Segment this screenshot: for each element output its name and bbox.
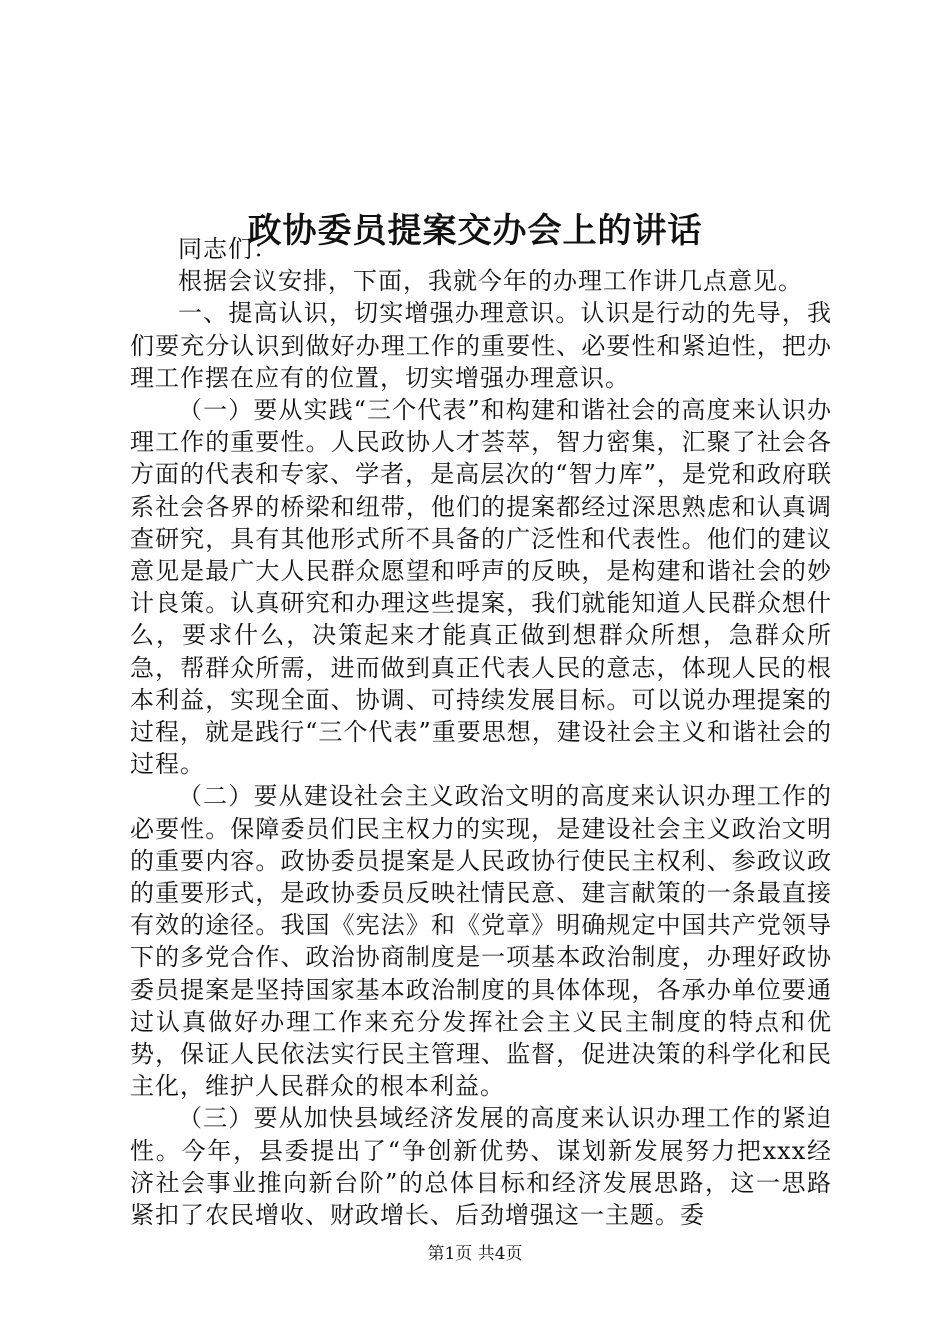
section-one-paragraph: 一、提高认识，切实增强办理意识。认识是行动的先导，我们要充分认识到做好办理工作的重要性、必要性和紧迫性，把办理工作摆在应有的位置，切实增强办理意识。	[130, 299, 832, 392]
subsection-one-paragraph: （一）要从实践“三个代表”和构建和谐社会的高度来认识办理工作的重要性。人民政协人才荟萃，智力密集，汇聚了社会各方面的代表和专家、学者，是高层次的“智力库”，是党和政府联系社会各界的桥梁和纽带，他们的提案都经过深思熟虑和认真调查研究，具有其他形式所不具备的广泛性和代表性。他们的建议意见是最广大人民群众愿望和呼声的反映，是构建和谐社会的妙计良策。认真研究和办理这些提案，我们就能知道人民群众想什么，要求什么，决策起来才能真正做到想群众所想，急群众所急，帮群众所需，进而做到真正代表人民的意志，体现人民的根本利益，实现全面、协调、可持续发展目标。可以说办理提案的过程，就是践行“三个代表”重要思想，建设社会主义和谐社会的过程。	[130, 396, 832, 779]
salutation-paragraph: 同志们：	[178, 235, 278, 263]
intro-paragraph: 根据会议安排，下面，我就今年的办理工作讲几点意见。	[178, 267, 803, 296]
document-title: 政协委员提案交办会上的讲话	[247, 210, 703, 251]
subsection-three-paragraph: （三）要从加快县域经济发展的高度来认识办理工作的紧迫性。今年，县委提出了“争创新优势、谋划新发展努力把xxx经济社会事业推向新台阶”的总体目标和经济发展思路，这一思路紧扣了农民增收、财政增长、后劲增强这一主题。委	[130, 1104, 832, 1230]
document-body	[130, 233, 832, 1231]
subsection-two-paragraph: （二）要从建设社会主义政治文明的高度来认识办理工作的必要性。保障委员们民主权力的实现，是建设社会主义政治文明的重要内容。政协委员提案是人民政协行使民主权利、参政议政的重要形式，是政协委员反映社情民意、建言献策的一条最直接有效的途径。我国《宪法》和《党章》明确规定中国共产党领导下的多党合作、政治协商制度是一项基本政治制度，办理好政协委员提案是坚持国家基本政治制度的具体体现，各承办单位要通过认真做好办理工作来充分发挥社会主义民主制度的特点和优势，保证人民依法实行民主管理、监督，促进决策的科学化和民主化，维护人民群众的根本利益。	[130, 782, 832, 1101]
page-number-footer: 第1页 共4页	[427, 1244, 523, 1264]
